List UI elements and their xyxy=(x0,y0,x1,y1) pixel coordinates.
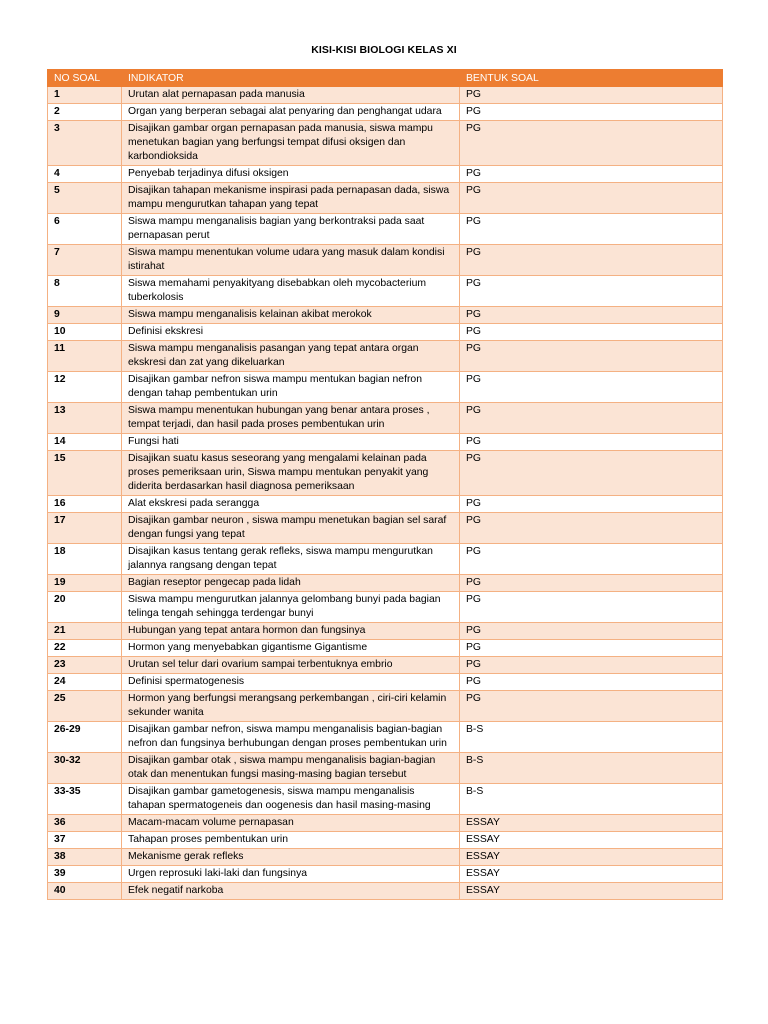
table-row xyxy=(48,403,723,434)
table-row xyxy=(48,657,723,674)
indikator-cell: Penyebab terjadinya difusi oksigen xyxy=(122,166,460,183)
indikator-cell: Bagian reseptor pengecap pada lidah xyxy=(122,575,460,592)
no-soal-cell: 22 xyxy=(48,640,122,657)
table-row xyxy=(48,674,723,691)
bentuk-soal-cell: PG xyxy=(460,434,723,451)
table-row xyxy=(48,104,723,121)
no-soal-cell: 21 xyxy=(48,623,122,640)
bentuk-soal-cell: PG xyxy=(460,592,723,623)
table-row xyxy=(48,513,723,544)
table-row xyxy=(48,434,723,451)
indikator-cell: Disajikan kasus tentang gerak refleks, siswa mampu mengurutkan jalannya rangsang dengan tepat xyxy=(122,544,460,575)
indikator-cell: Definisi ekskresi xyxy=(122,324,460,341)
indikator-cell: Disajikan suatu kasus seseorang yang mengalami kelainan pada proses pemeriksaan urin, Siswa mampu mentukan penyakit yang diderita berdasarkan hasil diagnosa pemeriksaan xyxy=(122,451,460,496)
indikator-cell: Siswa mampu mengurutkan jalannya gelombang bunyi pada bagian telinga tengah sehingga terdengar bunyi xyxy=(122,592,460,623)
no-soal-cell: 10 xyxy=(48,324,122,341)
no-soal-cell: 30-32 xyxy=(48,753,122,784)
indikator-cell: Disajikan tahapan mekanisme inspirasi pada pernapasan dada, siswa mampu mengurutkan tahapan yang tepat xyxy=(122,183,460,214)
no-soal-cell: 20 xyxy=(48,592,122,623)
indikator-cell: Siswa mampu menentukan hubungan yang benar antara proses , tempat terjadi, dan hasil pada proses pembentukan urin xyxy=(122,403,460,434)
bentuk-soal-cell: PG xyxy=(460,657,723,674)
indikator-cell: Alat ekskresi pada serangga xyxy=(122,496,460,513)
table-row xyxy=(48,121,723,166)
indikator-cell: Definisi spermatogenesis xyxy=(122,674,460,691)
no-soal-cell: 1 xyxy=(48,87,122,104)
document-title: KISI-KISI BIOLOGI KELAS XI xyxy=(311,44,457,56)
table-row xyxy=(48,832,723,849)
table-row xyxy=(48,592,723,623)
bentuk-soal-cell: PG xyxy=(460,276,723,307)
indikator-cell: Siswa mampu menganalisis bagian yang berkontraksi pada saat pernapasan perut xyxy=(122,214,460,245)
bentuk-soal-cell: B-S xyxy=(460,753,723,784)
table-row xyxy=(48,341,723,372)
table-row xyxy=(48,691,723,722)
bentuk-soal-cell: PG xyxy=(460,121,723,166)
bentuk-soal-cell: PG xyxy=(460,544,723,575)
table-row xyxy=(48,451,723,496)
no-soal-cell: 4 xyxy=(48,166,122,183)
no-soal-cell: 25 xyxy=(48,691,122,722)
indikator-cell: Hubungan yang tepat antara hormon dan fungsinya xyxy=(122,623,460,640)
bentuk-soal-cell: PG xyxy=(460,372,723,403)
no-soal-cell: 39 xyxy=(48,866,122,883)
no-soal-cell: 23 xyxy=(48,657,122,674)
bentuk-soal-cell: PG xyxy=(460,451,723,496)
table-row xyxy=(48,784,723,815)
indikator-cell: Siswa memahami penyakityang disebabkan oleh mycobacterium tuberkolosis xyxy=(122,276,460,307)
table-row xyxy=(48,276,723,307)
no-soal-cell: 37 xyxy=(48,832,122,849)
no-soal-cell: 40 xyxy=(48,883,122,900)
indikator-cell: Disajikan gambar neuron , siswa mampu menetukan bagian sel saraf dengan fungsi yang tepat xyxy=(122,513,460,544)
table-row xyxy=(48,372,723,403)
bentuk-soal-cell: PG xyxy=(460,245,723,276)
header-indikator: INDIKATOR xyxy=(122,70,460,87)
indikator-cell: Urutan sel telur dari ovarium sampai terbentuknya embrio xyxy=(122,657,460,674)
table-row xyxy=(48,883,723,900)
indikator-cell: Mekanisme gerak refleks xyxy=(122,849,460,866)
indikator-cell: Disajikan gambar otak , siswa mampu menganalisis bagian-bagian otak dan menentukan fungsi masing-masing bagian tersebut xyxy=(122,753,460,784)
bentuk-soal-cell: PG xyxy=(460,623,723,640)
indikator-cell: Disajikan gambar nefron siswa mampu mentukan bagian nefron dengan tahap pembentukan urin xyxy=(122,372,460,403)
table-row xyxy=(48,753,723,784)
no-soal-cell: 6 xyxy=(48,214,122,245)
indikator-cell: Hormon yang berfungsi merangsang perkembangan , ciri-ciri kelamin sekunder wanita xyxy=(122,691,460,722)
indikator-cell: Disajikan gambar gametogenesis, siswa mampu menganalisis tahapan spermatogeneis dan oogenesis dan hasil masing-masing xyxy=(122,784,460,815)
table-row xyxy=(48,722,723,753)
table-row xyxy=(48,866,723,883)
bentuk-soal-cell: PG xyxy=(460,513,723,544)
bentuk-soal-cell: ESSAY xyxy=(460,866,723,883)
bentuk-soal-cell: ESSAY xyxy=(460,883,723,900)
bentuk-soal-cell: PG xyxy=(460,341,723,372)
bentuk-soal-cell: PG xyxy=(460,307,723,324)
header-bentuk-soal: BENTUK SOAL xyxy=(460,70,723,87)
indikator-cell: Siswa mampu menganalisis kelainan akibat merokok xyxy=(122,307,460,324)
no-soal-cell: 2 xyxy=(48,104,122,121)
bentuk-soal-cell: PG xyxy=(460,403,723,434)
table-row xyxy=(48,815,723,832)
table-header-row xyxy=(48,70,723,87)
no-soal-cell: 33-35 xyxy=(48,784,122,815)
indikator-cell: Disajikan gambar organ pernapasan pada manusia, siswa mampu menetukan bagian yang berfungsi tempat difusi oksigen dan karbondioksida xyxy=(122,121,460,166)
no-soal-cell: 36 xyxy=(48,815,122,832)
indikator-cell: Siswa mampu menganalisis pasangan yang tepat antara organ ekskresi dan zat yang dikeluarkan xyxy=(122,341,460,372)
bentuk-soal-cell: B-S xyxy=(460,722,723,753)
no-soal-cell: 19 xyxy=(48,575,122,592)
table-row xyxy=(48,307,723,324)
table-row xyxy=(48,849,723,866)
table-row xyxy=(48,575,723,592)
bentuk-soal-cell: ESSAY xyxy=(460,849,723,866)
bentuk-soal-cell: PG xyxy=(460,496,723,513)
table-row xyxy=(48,166,723,183)
kisi-kisi-table xyxy=(47,69,723,900)
indikator-cell: Hormon yang menyebabkan gigantisme Gigantisme xyxy=(122,640,460,657)
bentuk-soal-cell: PG xyxy=(460,324,723,341)
table-row xyxy=(48,87,723,104)
no-soal-cell: 15 xyxy=(48,451,122,496)
bentuk-soal-cell: B-S xyxy=(460,784,723,815)
no-soal-cell: 38 xyxy=(48,849,122,866)
table-row xyxy=(48,214,723,245)
no-soal-cell: 5 xyxy=(48,183,122,214)
no-soal-cell: 17 xyxy=(48,513,122,544)
table-row xyxy=(48,324,723,341)
no-soal-cell: 7 xyxy=(48,245,122,276)
bentuk-soal-cell: PG xyxy=(460,214,723,245)
no-soal-cell: 9 xyxy=(48,307,122,324)
indikator-cell: Urutan alat pernapasan pada manusia xyxy=(122,87,460,104)
indikator-cell: Macam-macam volume pernapasan xyxy=(122,815,460,832)
no-soal-cell: 26-29 xyxy=(48,722,122,753)
bentuk-soal-cell: PG xyxy=(460,691,723,722)
indikator-cell: Organ yang berperan sebagai alat penyaring dan penghangat udara xyxy=(122,104,460,121)
table-row xyxy=(48,496,723,513)
table-row xyxy=(48,183,723,214)
bentuk-soal-cell: ESSAY xyxy=(460,832,723,849)
no-soal-cell: 13 xyxy=(48,403,122,434)
indikator-cell: Fungsi hati xyxy=(122,434,460,451)
no-soal-cell: 12 xyxy=(48,372,122,403)
table-row xyxy=(48,544,723,575)
indikator-cell: Tahapan proses pembentukan urin xyxy=(122,832,460,849)
indikator-cell: Urgen reprosuki laki-laki dan fungsinya xyxy=(122,866,460,883)
no-soal-cell: 8 xyxy=(48,276,122,307)
no-soal-cell: 11 xyxy=(48,341,122,372)
no-soal-cell: 24 xyxy=(48,674,122,691)
no-soal-cell: 16 xyxy=(48,496,122,513)
no-soal-cell: 18 xyxy=(48,544,122,575)
indikator-cell: Efek negatif narkoba xyxy=(122,883,460,900)
bentuk-soal-cell: ESSAY xyxy=(460,815,723,832)
bentuk-soal-cell: PG xyxy=(460,104,723,121)
no-soal-cell: 3 xyxy=(48,121,122,166)
indikator-cell: Siswa mampu menentukan volume udara yang masuk dalam kondisi istirahat xyxy=(122,245,460,276)
table-row xyxy=(48,640,723,657)
bentuk-soal-cell: PG xyxy=(460,575,723,592)
bentuk-soal-cell: PG xyxy=(460,674,723,691)
indikator-cell: Disajikan gambar nefron, siswa mampu menganalisis bagian-bagian nefron dan fungsinya berhubungan dengan proses pembentukan urin xyxy=(122,722,460,753)
table-row xyxy=(48,245,723,276)
bentuk-soal-cell: PG xyxy=(460,87,723,104)
table-body xyxy=(48,87,723,900)
no-soal-cell: 14 xyxy=(48,434,122,451)
table-row xyxy=(48,623,723,640)
header-no-soal: NO SOAL xyxy=(48,70,122,87)
bentuk-soal-cell: PG xyxy=(460,640,723,657)
bentuk-soal-cell: PG xyxy=(460,183,723,214)
bentuk-soal-cell: PG xyxy=(460,166,723,183)
